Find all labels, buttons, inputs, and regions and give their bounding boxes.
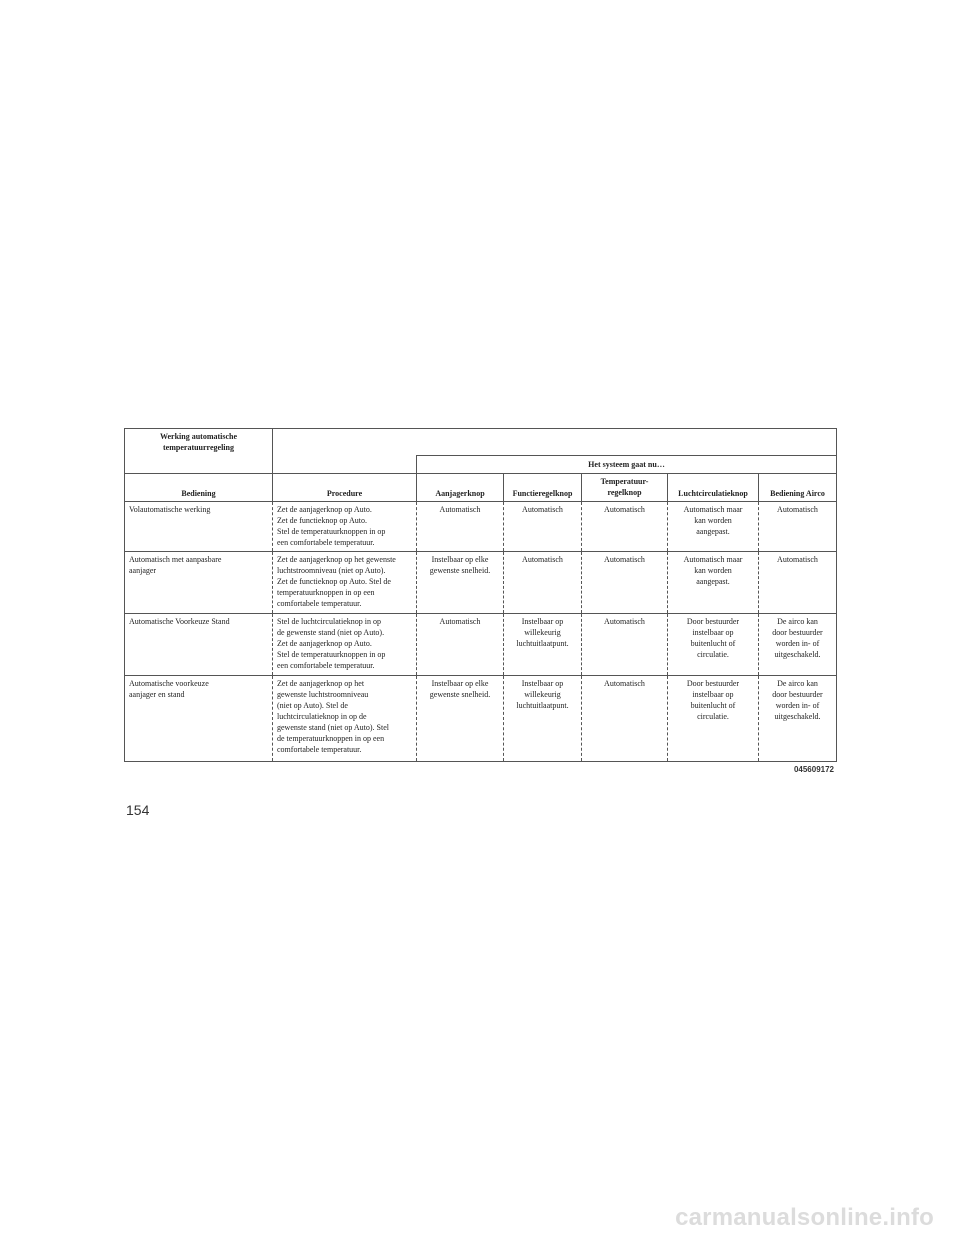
cell-functieregelknop: Automatisch [504, 501, 582, 551]
cell-aanjagerknop: Instelbaar op elke gewenste snelheid. [417, 551, 504, 613]
header-blank [273, 429, 837, 456]
cell-luchtcirculatieknop: Door bestuurder instelbaar op buitenlucht of circulatie. [668, 613, 759, 675]
table-row [125, 551, 837, 613]
cell-bediening: Automatische Voorkeuze Stand [125, 613, 273, 675]
cell-bediening: Automatisch met aanpasbare aanjager [125, 551, 273, 613]
col-procedure: Procedure [273, 473, 417, 501]
figure-code: 045609172 [793, 765, 834, 774]
cell-temperatuurregelknop: Automatisch [582, 675, 668, 761]
cell-functieregelknop: Instelbaar op willekeurig luchtuitlaatpunt. [504, 675, 582, 761]
cell-bediening-airco: De airco kan door bestuurder worden in- of uitgeschakeld. [759, 613, 837, 675]
header-blank-proc [273, 455, 417, 473]
group-header: Het systeem gaat nu… [417, 455, 837, 473]
table-row [125, 675, 837, 761]
table-row [125, 501, 837, 551]
watermark-text: carmanualsonline.info [675, 1204, 934, 1231]
cell-aanjagerknop: Automatisch [417, 501, 504, 551]
col-bediening: Bediening [125, 473, 273, 501]
cell-temperatuurregelknop: Automatisch [582, 551, 668, 613]
cell-bediening-airco: De airco kan door bestuurder worden in- of uitgeschakeld. [759, 675, 837, 761]
cell-procedure: Stel de luchtcirculatieknop in op de gewenste stand (niet op Auto). Zet de aanjagerknop op Auto. Stel de temperatuurknoppen in op een comfortabele temperatuur. [273, 613, 417, 675]
cell-procedure: Zet de aanjagerknop op het gewenste luchtstroomniveau (niet op Auto). Stel de luchtcirculatieknop in op de gewenste stand (niet op Auto). Stel de temperatuurknoppen in op een comfortabele temperatuur. [273, 675, 417, 761]
col-luchtcirculatieknop: Luchtcirculatieknop [668, 473, 759, 501]
cell-functieregelknop: Instelbaar op willekeurig luchtuitlaatpunt. [504, 613, 582, 675]
corner-title: Werking automatische temperatuurregeling [125, 429, 273, 456]
climate-control-table [124, 428, 837, 762]
cell-procedure: Zet de aanjagerknop op Auto. Zet de functieknop op Auto. Stel de temperatuurknoppen in op een comfortabele temperatuur. [273, 501, 417, 551]
col-aanjagerknop: Aanjagerknop [417, 473, 504, 501]
header-blank-left [125, 455, 273, 473]
cell-bediening: Volautomatische werking [125, 501, 273, 551]
cell-functieregelknop: Automatisch [504, 551, 582, 613]
page-number: 154 [126, 802, 150, 818]
cell-bediening-airco: Automatisch [759, 551, 837, 613]
climate-control-table-container [124, 428, 836, 762]
cell-luchtcirculatieknop: Door bestuurder instelbaar op buitenlucht of circulatie. [668, 675, 759, 761]
cell-temperatuurregelknop: Automatisch [582, 501, 668, 551]
cell-bediening-airco: Automatisch [759, 501, 837, 551]
cell-luchtcirculatieknop: Automatisch maar kan worden aangepast. [668, 551, 759, 613]
cell-bediening: Automatische voorkeuze aanjager en stand [125, 675, 273, 761]
col-temperatuurregelknop: Temperatuur- regelknop [582, 473, 668, 501]
table-row [125, 613, 837, 675]
cell-luchtcirculatieknop: Automatisch maar kan worden aangepast. [668, 501, 759, 551]
cell-procedure: Zet de aanjagerknop op het gewenste luchtstroomniveau (niet op Auto). Zet de functieknop op Auto. Stel de temperatuurknoppen in op een comfortabele temperatuur. [273, 551, 417, 613]
cell-aanjagerknop: Automatisch [417, 613, 504, 675]
cell-temperatuurregelknop: Automatisch [582, 613, 668, 675]
col-bediening-airco: Bediening Airco [759, 473, 837, 501]
col-functieregelknop: Functieregelknop [504, 473, 582, 501]
cell-aanjagerknop: Instelbaar op elke gewenste snelheid. [417, 675, 504, 761]
